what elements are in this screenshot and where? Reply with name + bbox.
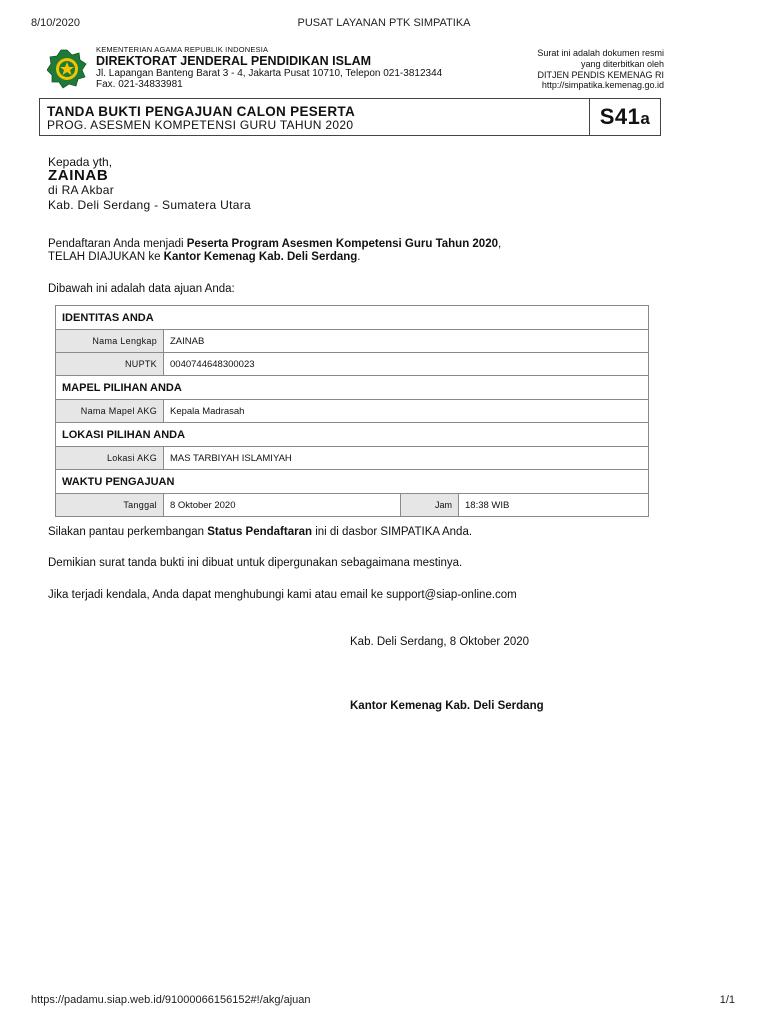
section-identitas: IDENTITAS ANDA xyxy=(56,306,649,330)
data-intro: Dibawah ini adalah data ajuan Anda: xyxy=(48,283,235,295)
print-url: https://padamu.siap.web.id/91000066156152#!/akg/ajuan xyxy=(31,994,311,1006)
form-code-main: S41 xyxy=(599,104,641,129)
note-line-4: http://simpatika.kemenag.go.id xyxy=(541,80,664,91)
text-span: . xyxy=(357,251,361,264)
text-span: ini di dasbor SIMPATIKA Anda. xyxy=(312,526,473,538)
registration-paragraph xyxy=(48,238,501,264)
status-paragraph xyxy=(48,526,472,538)
table-row xyxy=(56,330,649,353)
directorate-name: DIREKTORAT JENDERAL PENDIDIKAN ISLAM xyxy=(96,53,372,68)
section-mapel: MAPEL PILIHAN ANDA xyxy=(56,376,649,400)
letterhead xyxy=(96,46,442,90)
table-row xyxy=(56,470,649,494)
value-jam: 18:38 WIB xyxy=(459,494,649,517)
table-row xyxy=(56,353,649,376)
support-paragraph: Jika terjadi kendala, Anda dapat menghubungi kami atau email ke support@siap-online.com xyxy=(48,589,517,601)
text-span: Pendaftaran Anda menjadi xyxy=(48,238,187,250)
section-waktu: WAKTU PENGAJUAN xyxy=(56,470,649,494)
value-nama: ZAINAB xyxy=(164,330,649,353)
ministry-name: KEMENTERIAN AGAMA REPUBLIK INDONESIA xyxy=(96,45,269,54)
section-lokasi: LOKASI PILIHAN ANDA xyxy=(56,423,649,447)
form-code-suffix: a xyxy=(640,109,651,128)
print-title: PUSAT LAYANAN PTK SIMPATIKA xyxy=(297,17,471,29)
office-address: Jl. Lapangan Banteng Barat 3 - 4, Jakarta Pusat 10710, Telepon 021-3812344 xyxy=(96,68,443,79)
label-mapel: Nama Mapel AKG xyxy=(56,400,164,423)
label-lokasi: Lokasi AKG xyxy=(56,447,164,470)
text-span: , xyxy=(498,238,502,250)
note-line-1: Surat ini adalah dokumen resmi xyxy=(537,48,664,58)
closing-paragraph: Demikian surat tanda bukti ini dibuat untuk dipergunakan sebagaimana mestinya. xyxy=(48,557,463,569)
office-name: Kantor Kemenag Kab. Deli Serdang xyxy=(163,251,358,264)
official-note xyxy=(537,48,664,91)
note-line-3: DITJEN PENDIS KEMENAG RI xyxy=(537,69,664,80)
table-row xyxy=(56,494,649,517)
table-row xyxy=(56,400,649,423)
print-date: 8/10/2020 xyxy=(31,17,80,29)
label-tanggal: Tanggal xyxy=(56,494,164,517)
submission-table xyxy=(55,305,649,517)
text-span: Silakan pantau perkembangan xyxy=(48,526,208,538)
note-line-2: yang diterbitkan oleh xyxy=(580,58,664,69)
greeting: Kepada yth, xyxy=(48,155,113,169)
text-span: TELAH DIAJUKAN ke xyxy=(48,251,164,264)
label-nama: Nama Lengkap xyxy=(56,330,164,353)
program-name: Peserta Program Asesmen Kompetensi Guru Tahun 2020 xyxy=(186,238,498,250)
recipient-region: Kab. Deli Serdang - Sumatera Utara xyxy=(48,198,251,212)
document-title: TANDA BUKTI PENGAJUAN CALON PESERTA xyxy=(47,104,356,119)
recipient-name: ZAINAB xyxy=(48,167,109,184)
label-nuptk: NUPTK xyxy=(56,353,164,376)
value-mapel: Kepala Madrasah xyxy=(164,400,649,423)
print-page: 1/1 xyxy=(719,994,735,1006)
recipient-institution: di RA Akbar xyxy=(48,183,115,197)
value-tanggal: 8 Oktober 2020 xyxy=(164,494,401,517)
document-subtitle: PROG. ASESMEN KOMPETENSI GURU TAHUN 2020 xyxy=(47,118,354,132)
kemenag-emblem-icon xyxy=(47,49,87,89)
table-row xyxy=(56,423,649,447)
signatory: Kantor Kemenag Kab. Deli Serdang xyxy=(350,700,544,712)
value-lokasi: MAS TARBIYAH ISLAMIYAH xyxy=(164,447,649,470)
value-nuptk: 0040744648300023 xyxy=(164,353,649,376)
label-jam: Jam xyxy=(401,494,459,517)
table-row xyxy=(56,447,649,470)
table-row xyxy=(56,306,649,330)
title-box xyxy=(39,98,661,136)
place-date: Kab. Deli Serdang, 8 Oktober 2020 xyxy=(350,636,530,648)
office-fax: Fax. 021-34833981 xyxy=(96,78,183,90)
status-term: Status Pendaftaran xyxy=(207,526,313,538)
form-code xyxy=(589,99,660,135)
table-row xyxy=(56,376,649,400)
